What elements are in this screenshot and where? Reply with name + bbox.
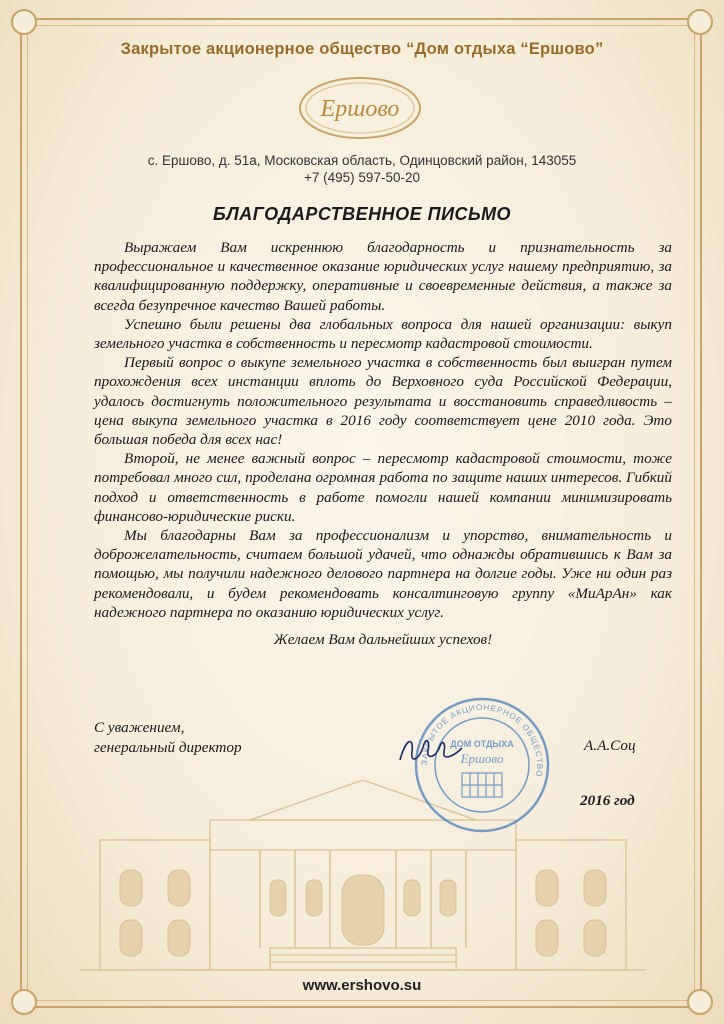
stamp-logo-text: Ершово [460,751,504,766]
organization-name: Закрытое акционерное общество “Дом отдыха “Ершово” [120,40,604,58]
letter-paragraph: Мы благодарны Вам за профессионализм и упорство, внимательность и доброжелательность, считаем большой удачей, что однажды обратившись к Вам за помощью, мы получили надежного делового партнера на долгие годы. Уже ни один раз рекомендовали, и будем рекомендовать консалтинговую группу «МиАрАн» как надежного партнера по оказанию юридических услуг. [94,527,672,621]
website-link[interactable]: www.ershovo.su [302,977,422,994]
address-line: с. Ершово, д. 51а, Московская область, Одинцовский район, 143055 [147,153,577,168]
manor-building-illustration [80,780,646,980]
ershovo-logo [290,72,430,144]
frame-corner-ornament [687,9,713,35]
closing-salutation: С уважением, [94,719,185,736]
letter-year: 2016 год [580,792,635,809]
letter-paragraph: Второй, не менее важный вопрос – пересмотр кадастровой стоимости, тоже потребовал много сил, проделана огромная работа по защите наших интересов. Гибкий подход и ответственность в работе помогли нашей компании минимизировать финансово-юридические риски. [94,450,672,525]
letter-paragraph: Выражаем Вам искреннюю благодарность и признательность за профессиональное и качественное оказание юридических услуг нашему предприятию, за квалифицированную поддержку, оперативные и своевременные действия, а также за всегда безупречное качество Вашей работы. [94,239,672,314]
phone-number: +7 (495) 597-50-20 [304,170,420,185]
handwritten-signature [396,730,466,770]
closing-wish: Желаем Вам дальнейших успехов! [273,631,493,649]
signatory-name: А.А.Соц [584,737,636,754]
stamp-ring-text: ЗАКРЫТОЕ АКЦИОНЕРНОЕ ОБЩЕСТВО [419,702,545,779]
letter-paragraph: Первый вопрос о выкупе земельного участка в собственность был выигран путем прохождения всех инстанции вплоть до Верховного суда Российской Федерации, удалось достигнуть положительного результата и восстановить справедливость – цена выкупа земельного участка в 2016 году соответствует цене 2010 года. Это большая победа для всех нас! [94,354,672,449]
frame-corner-ornament [11,9,37,35]
letter-body [94,238,672,649]
stamp-center-text: ДОМ ОТДЫХА [450,739,514,749]
signatory-block [94,718,242,758]
letter-paragraph: Успешно были решены два глобальных вопроса для нашей организации: выкуп земельного участка в собственность и пересмотр кадастровой стоимости. [94,315,672,353]
logo-text: Ершово [320,96,400,122]
signatory-position: генеральный директор [94,739,242,756]
document-title: БЛАГОДАРСТВЕННОЕ ПИСЬМО [212,204,512,224]
address-block [0,152,724,186]
